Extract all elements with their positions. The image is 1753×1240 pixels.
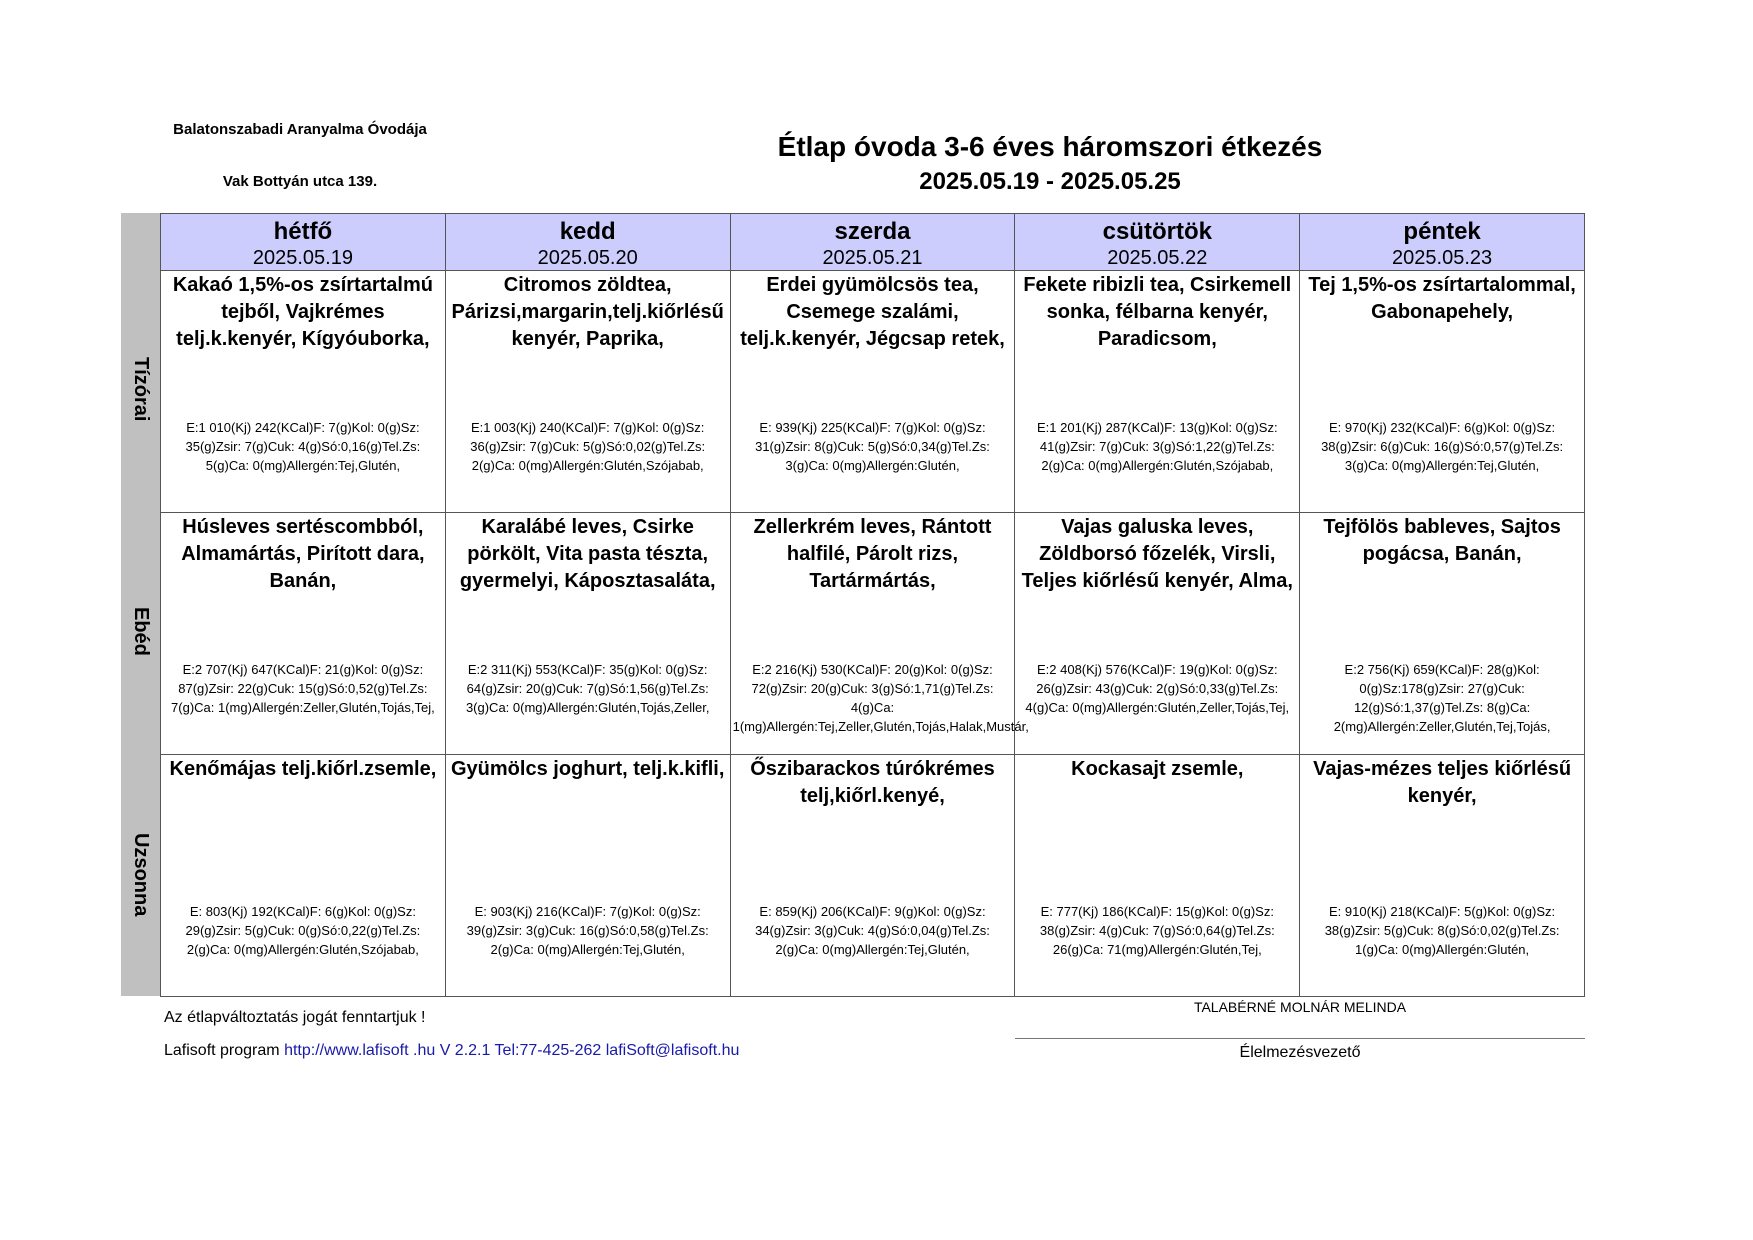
nutrition-text: E:2 311(Kj) 553(KCal)F: 35(g)Kol: 0(g)Sz: 64(g)Zsir: 20(g)Cuk: 7(g)Só:1,56(g)Tel.Zs: 3(g)Ca: 0(mg)Allergén:Glutén,Tojás,Zeller, <box>465 662 710 715</box>
food-text: Húsleves sertéscombból, Almamártás, Pirított dara, Banán, <box>181 516 425 592</box>
meal-label-lunch <box>121 510 160 753</box>
nutrition-text: E: 970(Kj) 232(KCal)F: 6(g)Kol: 0(g)Sz: 38(g)Zsir: 6(g)Cuk: 16(g)Só:0,57(g)Tel.Zs: 3(g)Ca: 0(mg)Allergén:Tej,Glutén, <box>1321 420 1564 473</box>
nutrition-text: E:2 707(Kj) 647(KCal)F: 21(g)Kol: 0(g)Sz: 87(g)Zsir: 22(g)Cuk: 15(g)Só:0,52(g)Tel.Zs: 7(g)Ca: 1(mg)Allergén:Zeller,Glutén,Tojás,Tej, <box>171 662 435 715</box>
food-text: Gyümölcs joghurt, telj.k.kifli, <box>451 758 725 780</box>
footer-note: Az étlapváltoztatás jogát fenntartjuk ! <box>164 1009 426 1026</box>
lunch-row <box>161 513 1585 755</box>
meal-label-snack <box>121 753 160 996</box>
food-text: Kockasajt zsemle, <box>1071 758 1244 780</box>
day-name: péntek <box>1403 218 1481 245</box>
date-range: 2025.05.19 - 2025.05.25 <box>919 168 1181 195</box>
menu-cell <box>445 513 730 755</box>
food-text: Fekete ribizli tea, Csirkemell sonka, félbarna kenyér, Paradicsom, <box>1023 274 1292 350</box>
day-name: kedd <box>559 218 616 245</box>
food-text: Vajas-mézes teljes kiőrlésű kenyér, <box>1313 758 1572 807</box>
nutrition-text: E:1 010(Kj) 242(KCal)F: 7(g)Kol: 0(g)Sz: 35(g)Zsir: 7(g)Cuk: 4(g)Só:0,16(g)Tel.Zs: 5(g)Ca: 0(mg)Allergén:Tej,Glutén, <box>185 420 421 473</box>
food-text: Kakaó 1,5%-os zsírtartalmú tejből, Vajkrémes telj.k.kenyér, Kígyóuborka, <box>172 274 433 350</box>
food-text: Karalábé leves, Csirke pörkölt, Vita pasta tészta, gyermelyi, Káposztasaláta, <box>459 516 716 592</box>
meal-label-breakfast <box>121 269 160 510</box>
institution-name: Balatonszabadi Aranyalma Óvodája <box>173 121 427 138</box>
day-header <box>730 214 1015 271</box>
menu-cell <box>161 755 446 997</box>
menu-cell <box>445 755 730 997</box>
meal-label-snack-text: Uzsonna <box>130 832 152 917</box>
footer-program <box>164 1042 739 1060</box>
nutrition-text: E:2 216(Kj) 530(KCal)F: 20(g)Kol: 0(g)Sz: 72(g)Zsir: 20(g)Cuk: 3(g)Só:1,71(g)Tel.Zs: 4(g)Ca: 1(mg)Allergén:Tej,Zeller,Glutén,Tojás,Halak,Mustár, <box>732 662 1029 734</box>
day-date: 2025.05.21 <box>822 247 923 269</box>
nutrition-text: E:1 003(Kj) 240(KCal)F: 7(g)Kol: 0(g)Sz: 36(g)Zsir: 7(g)Cuk: 5(g)Só:0,02(g)Tel.Zs: 2(g)Ca: 0(mg)Allergén:Glutén,Szójabab, <box>470 420 706 473</box>
food-text: Vajas galuska leves, Zöldborsó főzelék, Virsli, Teljes kiőrlésű kenyér, Alma, <box>1021 516 1293 592</box>
food-text: Zellerkrém leves, Rántott halfilé, Párolt rizs, Tartármártás, <box>753 516 992 592</box>
day-header <box>1300 214 1585 271</box>
day-date: 2025.05.20 <box>537 247 638 269</box>
menu-table <box>160 213 1585 997</box>
nutrition-text: E: 910(Kj) 218(KCal)F: 5(g)Kol: 0(g)Sz: 38(g)Zsir: 5(g)Cuk: 8(g)Só:0,02(g)Tel.Zs: 1(g)Ca: 0(mg)Allergén:Glutén, <box>1324 904 1560 957</box>
footer-program-label: Lafisoft program <box>164 1042 280 1059</box>
day-date: 2025.05.22 <box>1107 247 1208 269</box>
food-text: Őszibarackos túrókrémes telj,kiőrl.kenyé, <box>750 758 995 807</box>
nutrition-text: E: 859(Kj) 206(KCal)F: 9(g)Kol: 0(g)Sz: 34(g)Zsir: 3(g)Cuk: 4(g)Só:0,04(g)Tel.Zs: 2(g)Ca: 0(mg)Allergén:Tej,Glutén, <box>755 904 990 957</box>
signer-role: Élelmezésvezető <box>1239 1044 1361 1061</box>
day-header-row <box>161 214 1585 271</box>
nutrition-text: E: 939(Kj) 225(KCal)F: 7(g)Kol: 0(g)Sz: 31(g)Zsir: 8(g)Cuk: 5(g)Só:0,34(g)Tel.Zs: 3(g)Ca: 0(mg)Allergén:Glutén, <box>755 420 990 473</box>
menu-cell <box>445 271 730 513</box>
food-text: Kenőmájas telj.kiőrl.zsemle, <box>169 758 437 780</box>
menu-cell <box>1300 271 1585 513</box>
breakfast-row <box>161 271 1585 513</box>
day-name: hétfő <box>273 218 333 245</box>
food-text: Erdei gyümölcsös tea, Csemege szalámi, telj.k.kenyér, Jégcsap retek, <box>740 274 1005 350</box>
nutrition-text: E:2 408(Kj) 576(KCal)F: 19(g)Kol: 0(g)Sz: 26(g)Zsir: 43(g)Cuk: 2(g)Só:0,33(g)Tel.Zs: 4(g)Ca: 0(mg)Allergén:Glutén,Zeller,Tojás,Tej, <box>1025 662 1290 715</box>
menu-cell <box>730 513 1029 755</box>
meal-label-lunch-text: Ebéd <box>130 607 152 656</box>
day-header <box>1015 214 1300 271</box>
snack-row <box>161 755 1585 997</box>
menu-cell <box>1015 513 1300 755</box>
menu-cell <box>1300 513 1585 755</box>
nutrition-text: E:2 756(Kj) 659(KCal)F: 28(g)Kol: 0(g)Sz:178(g)Zsir: 27(g)Cuk: 12(g)Só:1,37(g)Tel.Zs: 8(g)Ca: 2(mg)Allergén:Zeller,Glutén,Tej,Tojás, <box>1333 662 1551 734</box>
menu-title: Étlap óvoda 3-6 éves háromszori étkezés <box>777 131 1323 162</box>
day-date: 2025.05.23 <box>1392 247 1493 269</box>
nutrition-text: E:1 201(Kj) 287(KCal)F: 13(g)Kol: 0(g)Sz: 41(g)Zsir: 7(g)Cuk: 3(g)Só:1,22(g)Tel.Zs: 2(g)Ca: 0(mg)Allergén:Glutén,Szójabab, <box>1036 420 1278 473</box>
nutrition-text: E: 803(Kj) 192(KCal)F: 6(g)Kol: 0(g)Sz: 29(g)Zsir: 5(g)Cuk: 0(g)Só:0,22(g)Tel.Zs: 2(g)Ca: 0(mg)Allergén:Glutén,Szójabab, <box>185 904 421 957</box>
menu-cell <box>730 271 1015 513</box>
day-header <box>161 214 446 271</box>
day-name: szerda <box>834 218 911 245</box>
day-name: csütörtök <box>1102 218 1212 245</box>
food-text: Citromos zöldtea, Párizsi,margarin,telj.kiőrlésű kenyér, Paprika, <box>451 274 724 350</box>
food-text: Tej 1,5%-os zsírtartalommal, Gabonapehely, <box>1308 274 1576 323</box>
nutrition-text: E: 777(Kj) 186(KCal)F: 15(g)Kol: 0(g)Sz: 38(g)Zsir: 4(g)Cuk: 7(g)Só:0,64(g)Tel.Zs: 26(g)Ca: 71(mg)Allergén:Glutén,Tej, <box>1039 904 1275 957</box>
menu-cell <box>1015 271 1300 513</box>
menu-cell <box>161 271 446 513</box>
food-text: Tejfölös bableves, Sajtos pogácsa, Banán, <box>1323 516 1561 565</box>
meal-label-breakfast-text: Tízórai <box>130 357 152 422</box>
nutrition-text: E: 903(Kj) 216(KCal)F: 7(g)Kol: 0(g)Sz: 39(g)Zsir: 3(g)Cuk: 16(g)Só:0,58(g)Tel.Zs: 2(g)Ca: 0(mg)Allergén:Tej,Glutén, <box>466 904 709 957</box>
signer-name: TALABÉRNÉ MOLNÁR MELINDA <box>1193 999 1407 1015</box>
signature-line <box>1015 1038 1585 1039</box>
menu-cell <box>1015 755 1300 997</box>
footer-contact-link[interactable]: http://www.lafisoft .hu V 2.2.1 Tel:77-425-262 lafiSoft@lafisoft.hu <box>284 1042 740 1059</box>
menu-cell <box>730 755 1015 997</box>
day-date: 2025.05.19 <box>252 247 353 269</box>
menu-cell <box>161 513 446 755</box>
menu-cell <box>1300 755 1585 997</box>
day-header <box>445 214 730 271</box>
institution-address: Vak Bottyán utca 139. <box>222 173 378 190</box>
